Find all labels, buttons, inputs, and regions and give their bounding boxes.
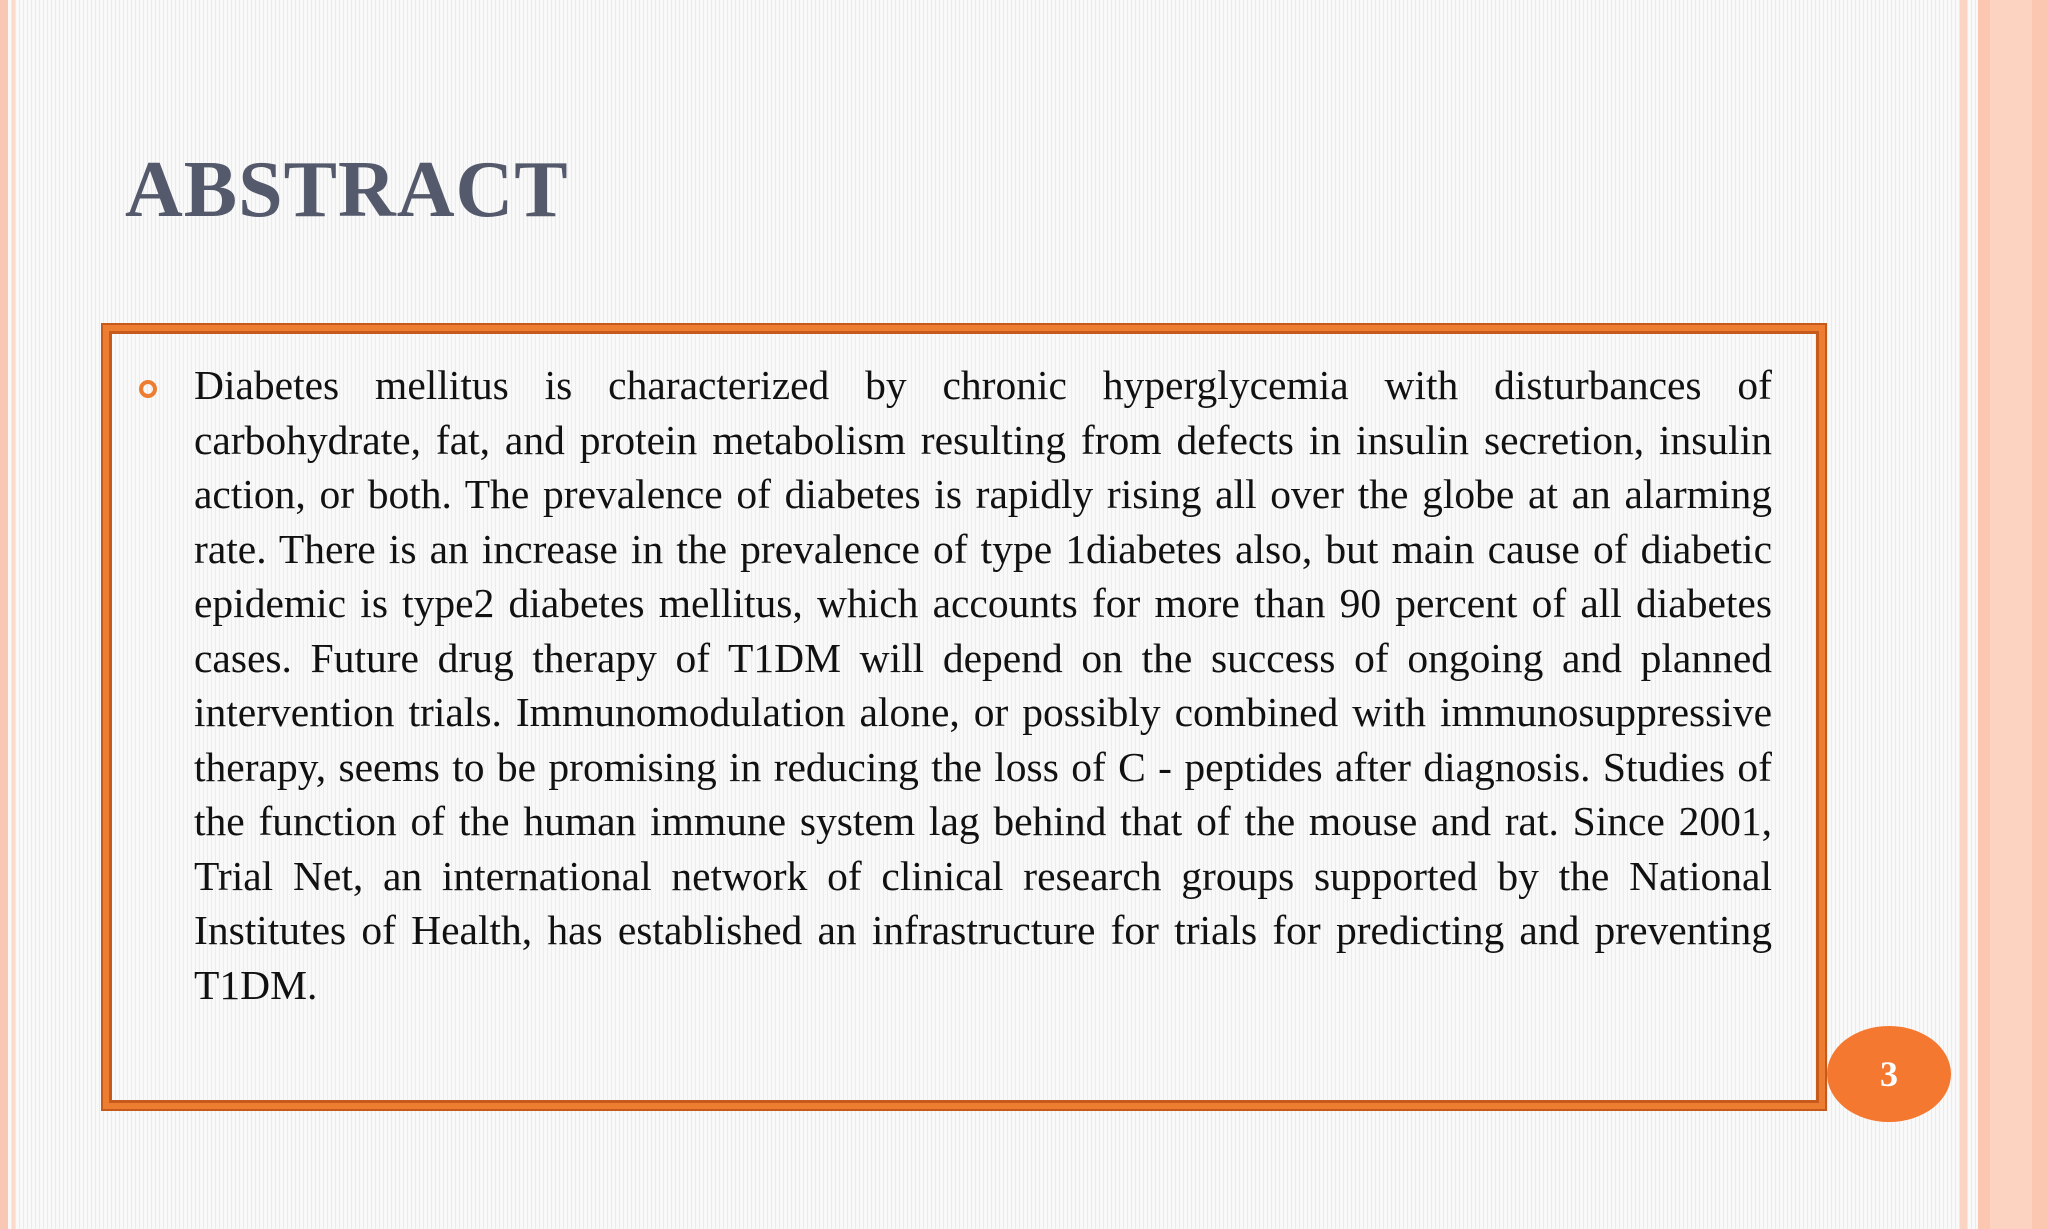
abstract-frame [101,323,1827,1111]
left-decor-stripe-thin [12,0,15,1229]
page-number-badge: 3 [1827,1026,1951,1122]
right-decor-stripe-thin [1960,0,1967,1229]
left-decor-stripe [0,0,8,1229]
abstract-body-text: Diabetes mellitus is characterized by chronic hyperglycemia with disturbances of carbohydrate, fat, and protein metabolism resulting from defects in insulin secretion, insulin action, or both. The prevalence of diabetes is rapidly rising all over the globe at an alarming rate. There is an increase in the prevalence of type 1diabetes also, but main cause of diabetic epidemic is type2 diabetes mellitus, which accounts for more than 90 percent of all diabetes cases. Future drug therapy of T1DM will depend on the success of ongoing and planned intervention trials. Immunomodulation alone, or possibly combined with immunosuppressive therapy, seems to be promising in reducing the loss of C - peptides after diagnosis. Studies of the function of the human immune system lag behind that of the mouse and rat. Since 2001, Trial Net, an international network of clinical research groups supported by the National Institutes of Health, has established an infrastructure for trials for predicting and preventing T1DM. [194,362,1772,1008]
circle-bullet-icon [139,380,157,398]
slide-title: ABSTRACT [125,146,569,234]
abstract-content-area [109,331,1819,1103]
right-decor-stripe-inner [1990,0,2032,1229]
